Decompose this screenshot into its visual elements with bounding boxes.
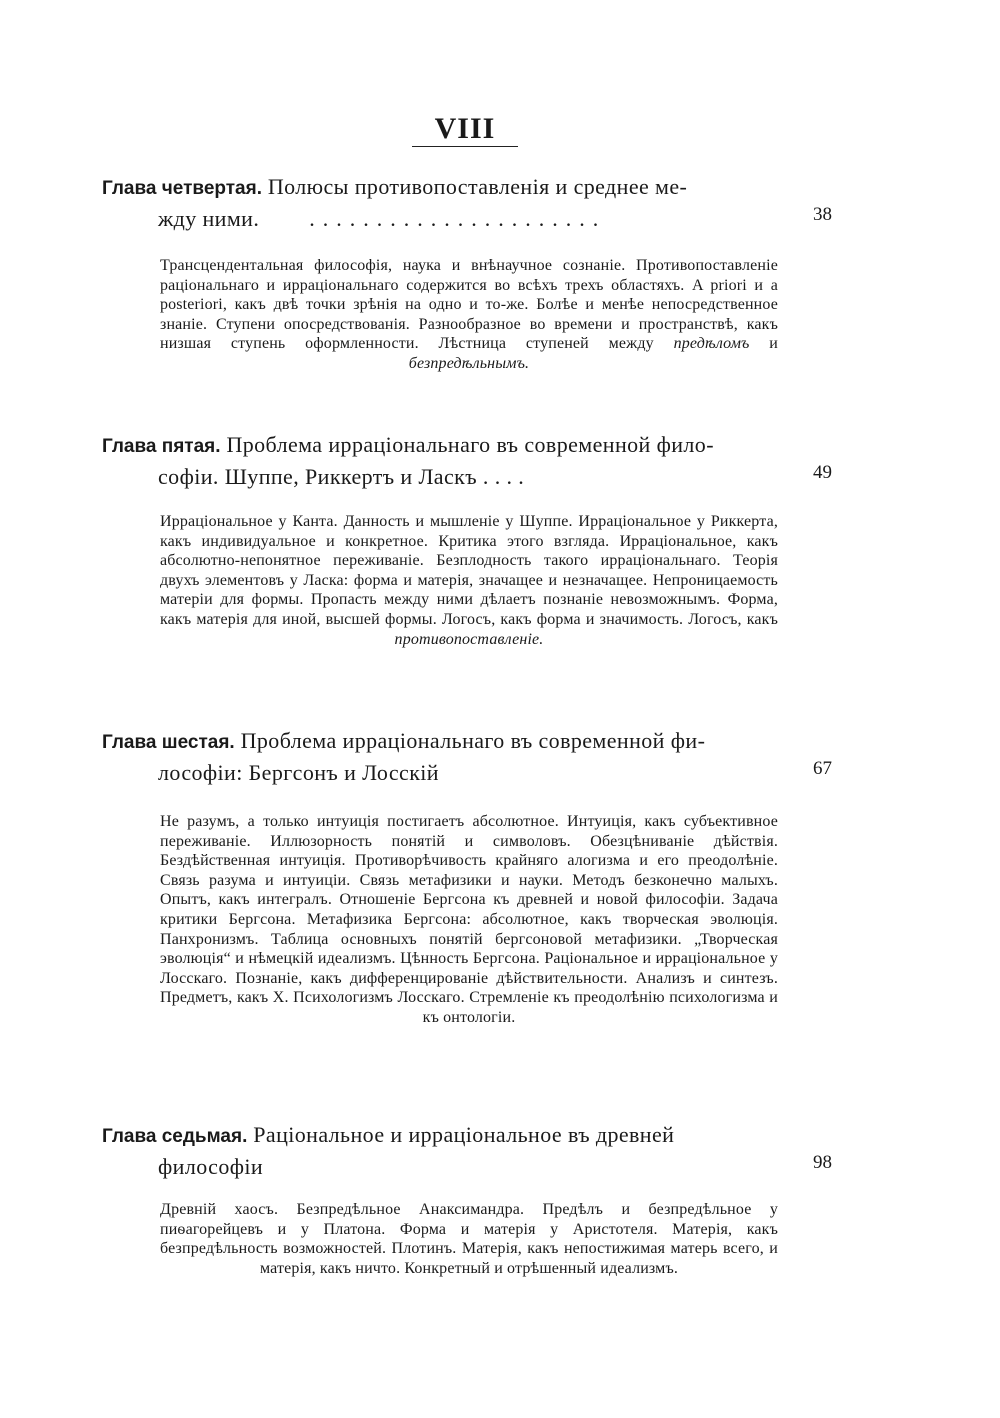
- page-number-rule: [412, 146, 518, 147]
- chapter-6-summary: [160, 812, 778, 1028]
- chapter-5-heading: [102, 430, 832, 492]
- summary-text: Трансцендентальная философія, наука и внѣнаучное сознаніе. Противопоставленіе раціональнаго и ирраціональнаго содержится во всѣхъ трехъ областяхъ. A priori и a posteriori, какъ двѣ точки зрѣнія на одно и то-же. Болѣе и менѣе непосредственное знаніе. Ступени опосредствованія. Разнообразное во времени и пространствѣ, какъ низшая ступень оформленности. Лѣстница ступеней между: [160, 257, 778, 353]
- chapter-7-heading: [102, 1120, 832, 1182]
- chapter-label: Глава шестая.: [102, 732, 235, 753]
- chapter-title-line-1: Раціональное и ирраціональное въ древней: [253, 1122, 675, 1147]
- chapter-title-line-1: Проблема ирраціональнаго въ современной фило-: [226, 432, 714, 457]
- chapter-7-summary: [160, 1200, 778, 1278]
- summary-text: Не разумъ, а только интуиція постигаетъ абсолютное. Интуиція, какъ субъективное переживаніе. Иллюзорность понятій и символовъ. Обезцѣниваніе дѣйствія. Бездѣйственная интуиція. Противорѣчивость крайняго алогизма и его преодолѣніе. Связь разума и интуиціи. Связь метафизики и науки. Методъ безконечно малыхъ. Опытъ, какъ интегралъ. Отношеніе Бергсона къ древней и новой философіи. Задача критики Бергсона. Метафизика Бергсона: абсолютное, какъ творческая эволюція. Панхронизмъ. Таблица основныхъ понятій бергсоновой метафизики. „Творческая эволюція“ и нѣмецкій идеализмъ. Цѣнность Бергсона. Раціональное и ирраціональное у Лосскаго. Познаніе, какъ дифференцированіе дѣйствительности. Анализъ и синтезъ. Предметъ, какъ X. Психологизмъ Лосскаго. Стремленіе къ преодолѣнію психологизма и къ онтологіи.: [160, 813, 778, 1026]
- chapter-5-summary: [160, 512, 778, 649]
- dot-leaders: ......................: [309, 206, 607, 231]
- summary-text: Древній хаосъ. Безпредѣльное Анаксимандра. Предѣлъ и безпредѣльное у пиѳагорейцевъ и у Платона. Форма и матерія у Аристотеля. Матерія, какъ безпредѣльность возможностей. Плотинъ. Матерія, какъ непостижимая матерь всего, и матерія, какъ ничто. Конкретный и отрѣшенный идеализмъ.: [160, 1201, 778, 1277]
- summary-italic-term: предѣломъ: [673, 335, 750, 353]
- summary-join: и: [769, 335, 779, 353]
- chapter-title-line-2: философіи: [158, 1154, 264, 1179]
- chapter-6-heading: [102, 726, 832, 788]
- chapter-label: Глава пятая.: [102, 436, 221, 457]
- chapter-page-ref: 49: [813, 462, 832, 483]
- chapter-label: Глава седьмая.: [102, 1126, 248, 1147]
- chapter-page-ref: 98: [813, 1152, 832, 1173]
- chapter-4-summary: [160, 256, 778, 374]
- chapter-title-line-2: лософіи: Бергсонъ и Лосскій: [158, 760, 439, 785]
- summary-italic-term: противопоставленіе.: [394, 630, 544, 648]
- summary-text: Ирраціональное у Канта. Данность и мышленіе у Шуппе. Ирраціональное у Риккерта, какъ индивидуальное и конкретное. Критика этого взгляда. Ирраціональное, какъ абсолютно-непонятное переживаніе. Безплодность такого ирраціональнаго. Теорія двухъ элементовъ у Ласка: форма и матерія, значащее и незначащее. Непроницаемость матеріи для формы. Пропасть между ними дѣлаетъ познаніе невозможнымъ. Форма, какъ матерія для иной, высшей формы. Логосъ, какъ форма и значимость. Логосъ, какъ: [160, 513, 778, 628]
- chapter-title-line-2: софіи. Шуппе, Риккертъ и Ласкъ . . . .: [158, 464, 525, 489]
- chapter-label: Глава четвертая.: [102, 178, 262, 199]
- chapter-title-line-1: Проблема ирраціональнаго въ современной фи-: [240, 728, 706, 753]
- chapter-title-line-2: жду ними.: [158, 206, 260, 231]
- summary-italic-term: безпредѣльнымъ.: [408, 354, 530, 372]
- chapter-4-heading: [102, 172, 832, 234]
- page-number: VIII: [434, 112, 496, 145]
- chapter-title-line-1: Полюсы противопоставленія и среднее ме-: [267, 174, 688, 199]
- chapter-page-ref: 67: [813, 758, 832, 779]
- chapter-page-ref: 38: [813, 204, 832, 225]
